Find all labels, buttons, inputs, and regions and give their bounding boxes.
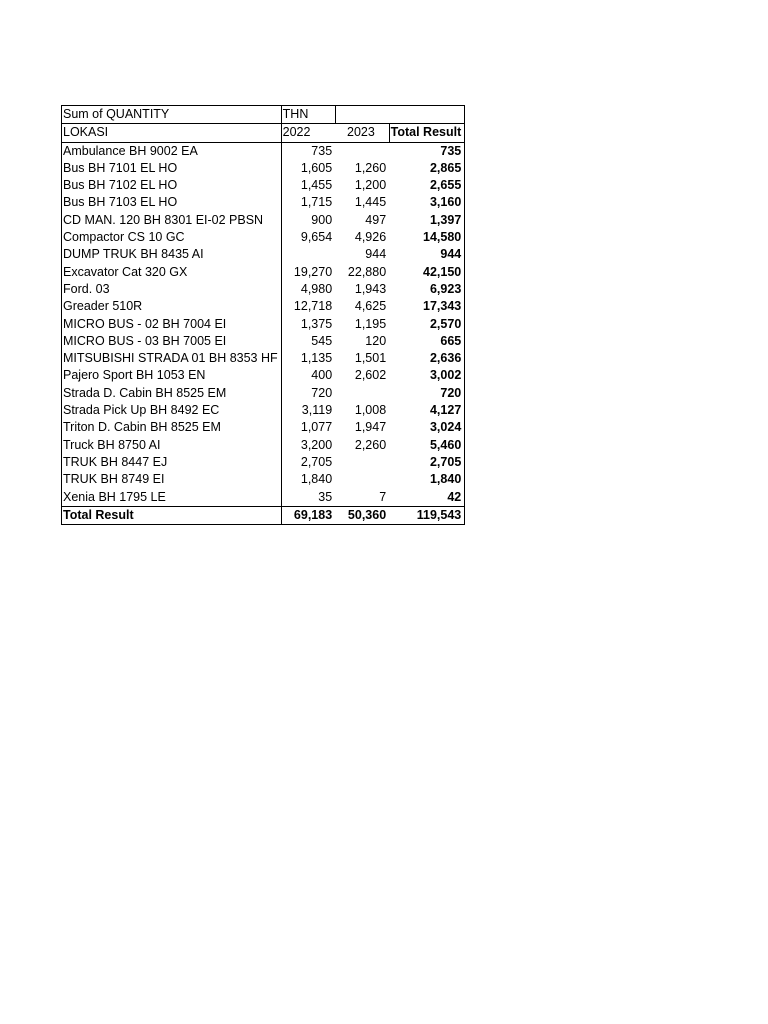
table-row [62, 281, 464, 298]
row-total-cell[interactable]: 1,397 [429, 212, 462, 227]
row-field-header[interactable]: LOKASI [62, 124, 281, 142]
quantity-2022-cell[interactable]: 19,270 [293, 264, 333, 279]
quantity-2022-cell[interactable]: 12,718 [293, 299, 333, 314]
column-field-header[interactable]: THN [281, 106, 335, 124]
pivot-header-row-years [62, 124, 464, 142]
table-row [62, 212, 464, 229]
table-row [62, 142, 464, 160]
table-row [62, 385, 464, 402]
quantity-2023-cell[interactable] [335, 385, 389, 402]
vehicle-label[interactable]: Compactor CS 10 GC [62, 229, 281, 246]
row-total-cell[interactable]: 4,127 [429, 403, 462, 418]
vehicle-label[interactable]: Ford. 03 [62, 281, 281, 298]
vehicle-label[interactable]: MITSUBISHI STRADA 01 BH 8353 HF [62, 350, 281, 367]
vehicle-label[interactable]: Strada Pick Up BH 8492 EC [62, 402, 281, 419]
vehicle-label[interactable]: Truck BH 8750 AI [62, 437, 281, 454]
row-total-cell[interactable]: 3,024 [429, 420, 462, 435]
row-total-cell[interactable]: 735 [440, 143, 462, 158]
quantity-2023-cell[interactable]: 1,943 [354, 281, 387, 296]
quantity-2023-cell[interactable]: 2,602 [354, 368, 387, 383]
vehicle-label[interactable]: MICRO BUS - 02 BH 7004 EI [62, 316, 281, 333]
row-total-cell[interactable]: 3,002 [429, 368, 462, 383]
quantity-2023-cell[interactable]: 2,260 [354, 437, 387, 452]
vehicle-label[interactable]: Bus BH 7102 EL HO [62, 177, 281, 194]
quantity-2023-cell[interactable]: 1,947 [354, 420, 387, 435]
grand-total-2023[interactable]: 50,360 [335, 506, 389, 524]
grand-total-overall[interactable]: 119,543 [389, 506, 464, 524]
vehicle-label[interactable]: Bus BH 7101 EL HO [62, 160, 281, 177]
year-2022-header[interactable]: 2022 [281, 124, 335, 142]
quantity-2023-cell[interactable]: 120 [365, 333, 387, 348]
vehicle-label[interactable]: Triton D. Cabin BH 8525 EM [62, 419, 281, 436]
vehicle-label[interactable]: TRUK BH 8447 EJ [62, 454, 281, 471]
table-row [62, 437, 464, 454]
row-total-cell[interactable]: 944 [440, 247, 462, 262]
quantity-2023-cell[interactable]: 4,926 [354, 230, 387, 245]
total-result-header[interactable]: Total Result [389, 124, 464, 142]
row-total-cell[interactable]: 5,460 [429, 437, 462, 452]
quantity-2023-cell[interactable]: 1,200 [354, 178, 387, 193]
table-row [62, 160, 464, 177]
row-total-cell[interactable]: 2,865 [429, 160, 462, 175]
vehicle-label[interactable]: CD MAN. 120 BH 8301 EI-02 PBSN [62, 212, 281, 229]
table-row [62, 194, 464, 211]
quantity-2023-cell[interactable]: 1,008 [354, 403, 387, 418]
grand-total-2022[interactable]: 69,183 [281, 506, 335, 524]
table-row [62, 229, 464, 246]
table-row [62, 298, 464, 315]
row-total-cell[interactable]: 2,570 [429, 316, 462, 331]
table-row [62, 419, 464, 436]
quantity-2022-cell[interactable]: 1,375 [300, 316, 333, 331]
vehicle-label[interactable]: Xenia BH 1795 LE [62, 489, 281, 507]
quantity-2022-cell[interactable]: 900 [311, 212, 333, 227]
table-row [62, 471, 464, 488]
table-row [62, 316, 464, 333]
row-total-cell[interactable]: 6,923 [429, 281, 462, 296]
quantity-2022-cell[interactable]: 545 [311, 333, 333, 348]
quantity-2023-cell[interactable]: 22,880 [347, 264, 387, 279]
row-total-cell[interactable]: 3,160 [429, 195, 462, 210]
quantity-2023-cell[interactable]: 497 [365, 212, 387, 227]
vehicle-label[interactable]: Greader 510R [62, 298, 281, 315]
row-total-cell[interactable]: 42,150 [423, 264, 462, 279]
quantity-2022-cell[interactable]: 735 [311, 143, 333, 158]
quantity-2022-cell[interactable]: 1,455 [300, 178, 333, 193]
quantity-2022-cell[interactable]: 1,077 [300, 420, 333, 435]
quantity-2022-cell[interactable]: 400 [311, 368, 333, 383]
quantity-2022-cell[interactable]: 4,980 [300, 281, 333, 296]
quantity-2022-cell[interactable]: 3,119 [301, 403, 333, 418]
table-row [62, 489, 464, 507]
pivot-header-row-field [62, 106, 464, 124]
column-field-empty-cell[interactable] [335, 106, 464, 124]
quantity-2023-cell[interactable]: 1,195 [354, 316, 387, 331]
quantity-2022-cell[interactable]: 1,840 [300, 472, 333, 487]
table-row [62, 333, 464, 350]
quantity-2023-cell[interactable]: 944 [365, 247, 387, 262]
grand-total-label[interactable]: Total Result [62, 506, 281, 524]
year-2023-header[interactable]: 2023 [335, 124, 389, 142]
row-total-cell[interactable]: 42 [447, 489, 462, 504]
row-total-cell[interactable]: 17,343 [423, 299, 462, 314]
table-row [62, 264, 464, 281]
pivot-table [62, 106, 464, 524]
table-row [62, 367, 464, 384]
row-total-cell[interactable]: 2,636 [429, 351, 462, 366]
quantity-2022-cell[interactable]: 1,605 [300, 160, 333, 175]
vehicle-label[interactable]: Ambulance BH 9002 EA [62, 142, 281, 160]
quantity-2023-cell[interactable]: 1,445 [354, 195, 387, 210]
quantity-2023-cell[interactable] [335, 142, 389, 160]
table-row [62, 350, 464, 367]
row-total-cell[interactable]: 2,655 [429, 178, 462, 193]
quantity-2022-cell[interactable]: 2,705 [300, 454, 333, 469]
quantity-2022-cell[interactable]: 3,200 [300, 437, 333, 452]
quantity-2023-cell[interactable]: 1,501 [354, 351, 387, 366]
table-row [62, 177, 464, 194]
grand-total-row [62, 506, 464, 524]
table-row [62, 454, 464, 471]
vehicle-label[interactable]: DUMP TRUK BH 8435 AI [62, 246, 281, 263]
vehicle-label[interactable]: MICRO BUS - 03 BH 7005 EI [62, 333, 281, 350]
row-total-cell[interactable]: 2,705 [429, 454, 462, 469]
quantity-2023-cell[interactable] [335, 471, 389, 488]
quantity-2023-cell[interactable]: 7 [379, 489, 387, 504]
quantity-2022-cell[interactable]: 720 [311, 385, 333, 400]
quantity-2022-cell[interactable]: 1,715 [300, 195, 333, 210]
quantity-2022-cell[interactable] [281, 246, 335, 263]
vehicle-label[interactable]: Strada D. Cabin BH 8525 EM [62, 385, 281, 402]
vehicle-label[interactable]: Excavator Cat 320 GX [62, 264, 281, 281]
table-row [62, 402, 464, 419]
table-row [62, 246, 464, 263]
row-total-cell[interactable]: 720 [440, 385, 462, 400]
row-total-cell[interactable]: 14,580 [423, 230, 462, 245]
quantity-2023-cell[interactable]: 1,260 [354, 160, 387, 175]
quantity-2022-cell[interactable]: 9,654 [300, 230, 333, 245]
quantity-2022-cell[interactable]: 35 [318, 489, 333, 504]
vehicle-label[interactable]: TRUK BH 8749 EI [62, 471, 281, 488]
row-total-cell[interactable]: 665 [440, 333, 462, 348]
vehicle-label[interactable]: Bus BH 7103 EL HO [62, 194, 281, 211]
quantity-2022-cell[interactable]: 1,135 [300, 351, 333, 366]
vehicle-label[interactable]: Pajero Sport BH 1053 EN [62, 367, 281, 384]
quantity-2023-cell[interactable] [335, 454, 389, 471]
quantity-2023-cell[interactable]: 4,625 [354, 299, 387, 314]
row-total-cell[interactable]: 1,840 [429, 472, 462, 487]
pivot-corner-label[interactable]: Sum of QUANTITY [62, 106, 281, 124]
